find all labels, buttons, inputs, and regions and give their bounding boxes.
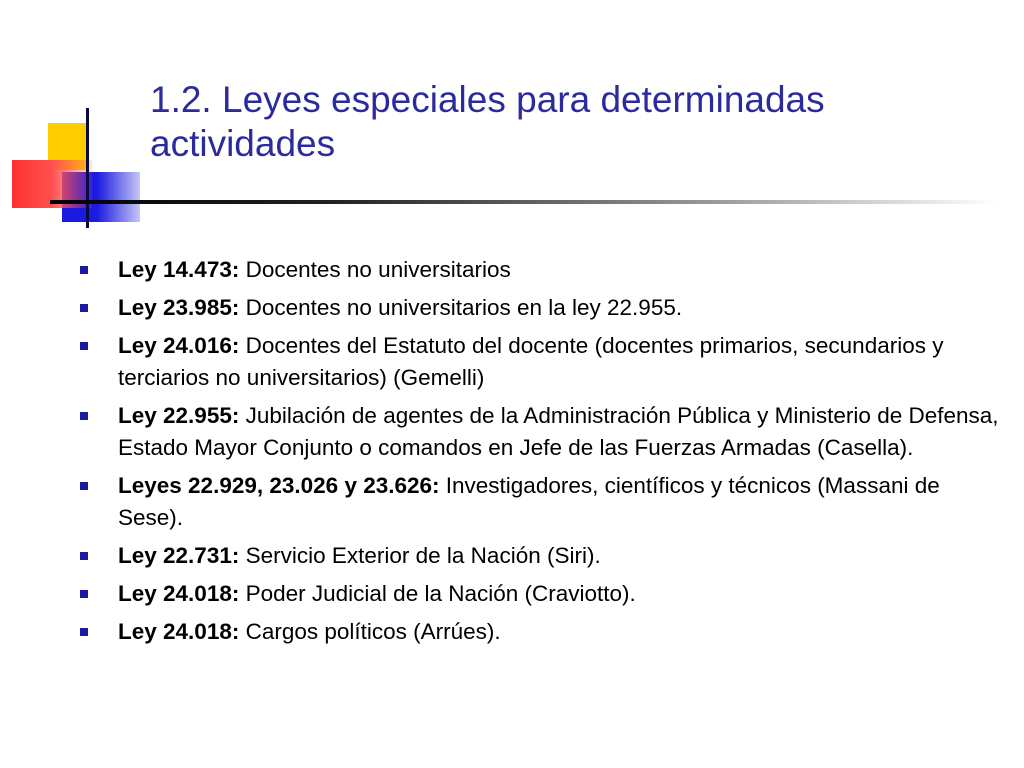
law-label: Ley 24.018: (118, 619, 240, 644)
list-item (0, 254, 1024, 286)
law-description: Docentes del Estatuto del docente (docentes primarios, secundarios y terciarios no universitarios) (Gemelli) (118, 333, 944, 390)
bullet-list (0, 254, 1024, 654)
title-underline (50, 200, 1000, 204)
law-label: Ley 22.731: (118, 543, 240, 568)
law-label: Ley 23.985: (118, 295, 240, 320)
vertical-rule (86, 108, 89, 228)
slide-title: 1.2. Leyes especiales para determinadas actividades (150, 79, 825, 164)
law-label: Ley 14.473: (118, 257, 240, 282)
law-description: Docentes no universitarios en la ley 22.955. (239, 295, 683, 320)
square-bullet-icon (80, 482, 88, 490)
list-item (0, 578, 1024, 610)
law-description: Investigadores, científicos y técnicos (Massani de Sese). (118, 473, 940, 530)
law-label: Leyes 22.929, 23.026 y 23.626: (118, 473, 440, 498)
square-bullet-icon (80, 590, 88, 598)
law-description: Poder Judicial de la Nación (Craviotto). (239, 581, 636, 606)
list-item (0, 540, 1024, 572)
square-bullet-icon (80, 628, 88, 636)
law-description: Docentes no universitarios (239, 257, 511, 282)
decorative-logo (0, 0, 160, 240)
square-bullet-icon (80, 342, 88, 350)
law-description: Cargos políticos (Arrúes). (239, 619, 501, 644)
law-label: Ley 22.955: (118, 403, 240, 428)
law-description: Jubilación de agentes de la Administración Pública y Ministerio de Defensa, Estado Mayor Conjunto o comandos en Jefe de las Fuerzas Armadas (Casella). (118, 403, 999, 460)
law-label: Ley 24.018: (118, 581, 240, 606)
list-item (0, 616, 1024, 648)
square-bullet-icon (80, 304, 88, 312)
square-bullet-icon (80, 552, 88, 560)
square-bullet-icon (80, 412, 88, 420)
law-description: Servicio Exterior de la Nación (Siri). (239, 543, 601, 568)
law-label: Ley 24.016: (118, 333, 240, 358)
list-item (0, 330, 1024, 394)
list-item (0, 400, 1024, 464)
list-item (0, 470, 1024, 534)
list-item (0, 292, 1024, 324)
square-bullet-icon (80, 266, 88, 274)
